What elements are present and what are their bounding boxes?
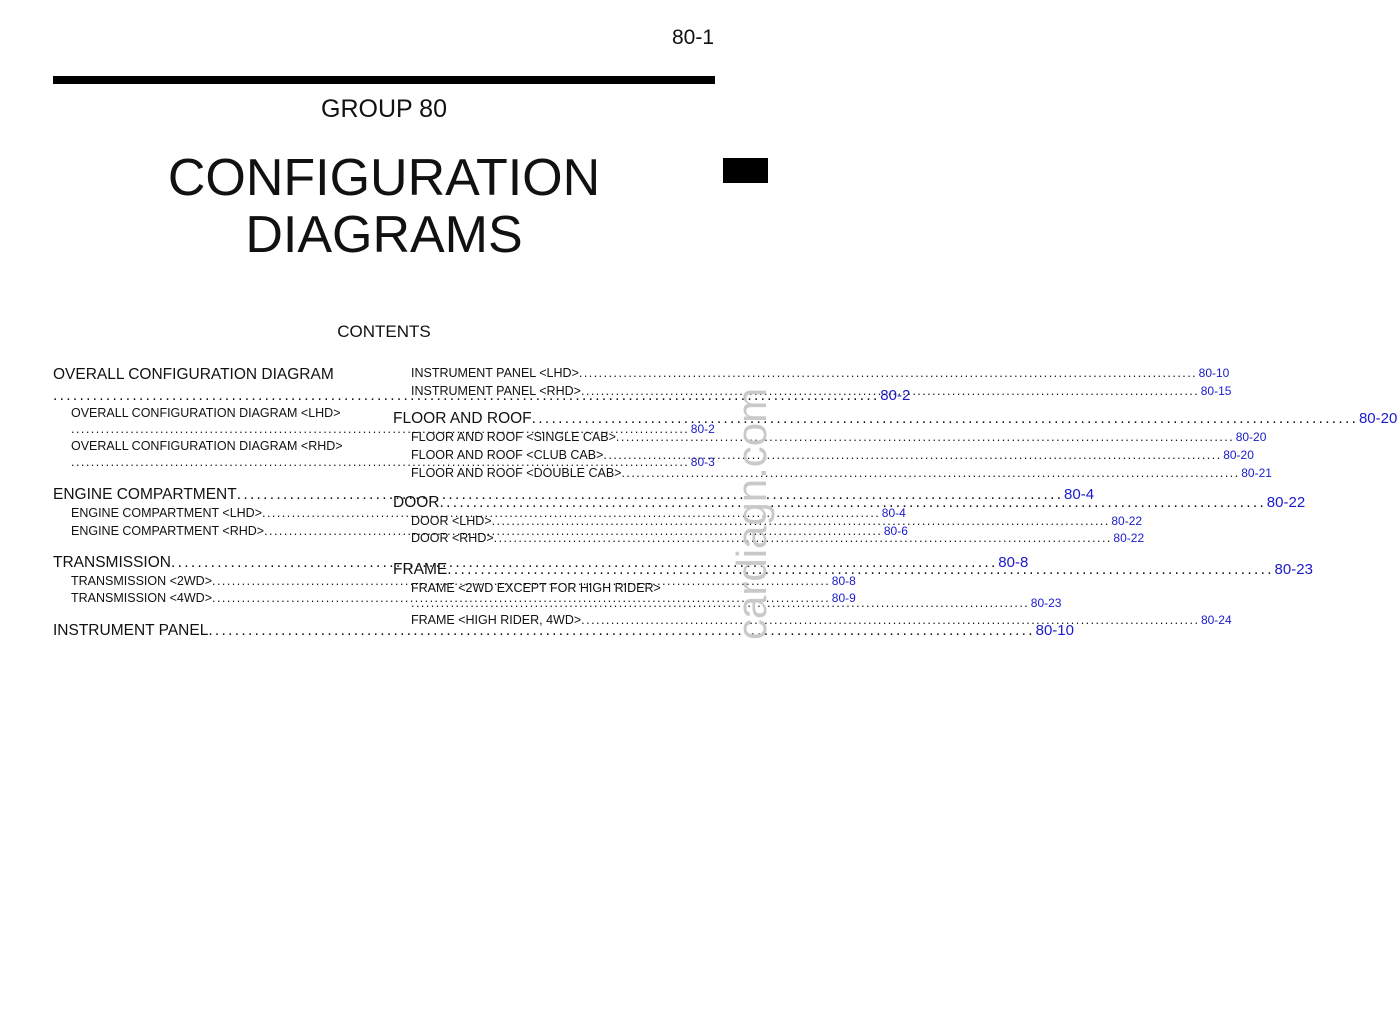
toc-page-link[interactable]: 80-21 <box>1241 466 1272 480</box>
toc-leader-dots <box>621 466 1237 480</box>
toc-leader-dots <box>447 561 1270 579</box>
toc-subentry-title: DOOR <RHD> <box>411 531 494 545</box>
page-title <box>0 150 768 264</box>
toc-page-link[interactable]: 80-23 <box>1030 596 1062 610</box>
toc-page-link[interactable]: 80-20 <box>1235 430 1267 444</box>
toc-subentry-title: ENGINE COMPARTMENT <LHD> <box>71 506 263 520</box>
contents-heading: CONTENTS <box>337 322 431 341</box>
toc-leader-dots <box>492 514 1108 528</box>
toc-subentry-title: INSTRUMENT PANEL <LHD> <box>411 366 579 380</box>
toc-leader-dots <box>440 494 1263 512</box>
toc-page-link[interactable]: 80-15 <box>1200 384 1232 398</box>
toc-leader-dots <box>603 448 1219 462</box>
toc-entry-title-text: OVERALL CONFIGURATION DIAGRAM <box>53 366 334 383</box>
toc-page-link[interactable]: 80-2 <box>690 422 715 436</box>
toc-page-link[interactable]: 80-6 <box>883 524 908 538</box>
toc-subentry-title: OVERALL CONFIGURATION DIAGRAM <RHD> <box>71 439 343 453</box>
toc-entry[interactable] <box>393 410 1397 428</box>
toc-leader-dots <box>494 531 1110 545</box>
toc-subentry-title: DOOR <LHD> <box>411 514 492 528</box>
toc-leader-dots <box>581 384 1197 398</box>
toc-subentry-title: TRANSMISSION <4WD> <box>71 591 212 605</box>
toc-subentry-title: ENGINE COMPARTMENT <RHD> <box>71 524 265 538</box>
toc-page-link[interactable]: 80-10 <box>1198 366 1230 380</box>
toc-entry-title: FRAME <box>393 561 448 578</box>
title-line-1: CONFIGURATION <box>167 149 601 207</box>
toc-subentry[interactable] <box>393 430 1267 444</box>
toc-subentry[interactable] <box>53 506 906 520</box>
toc-page-link[interactable]: 80-20 <box>1223 448 1254 462</box>
toc-page-link[interactable]: 80-22 <box>1111 514 1143 528</box>
toc-subentry-title: TRANSMISSION <2WD> <box>71 574 212 588</box>
toc-entry-title <box>53 366 370 384</box>
toc-subentry-title: FLOOR AND ROOF <DOUBLE CAB> <box>411 466 622 480</box>
toc-page-link[interactable]: 80-3 <box>690 455 715 469</box>
watermark: cardiagn.com <box>728 387 775 640</box>
toc-subentry[interactable] <box>393 466 1272 480</box>
toc-entry-title: TRANSMISSION <box>53 554 171 571</box>
toc-page-link[interactable]: 80-22 <box>1266 494 1306 511</box>
toc-page-link[interactable]: 80-24 <box>1200 613 1232 627</box>
toc-subentry[interactable] <box>393 514 1143 528</box>
toc-leader-dots <box>581 613 1197 627</box>
toc-leader-dots <box>532 410 1355 428</box>
page-number: 80-1 <box>671 26 714 49</box>
toc-entry-title: FLOOR AND ROOF <box>393 410 532 427</box>
toc-page-link[interactable]: 80-10 <box>1035 622 1074 639</box>
toc-subentry[interactable] <box>393 366 1230 380</box>
title-line-2: DIAGRAMS <box>245 206 523 264</box>
toc-page-link[interactable]: 80-22 <box>1113 531 1145 545</box>
toc-entry-title: ENGINE COMPARTMENT <box>53 486 237 503</box>
toc-subentry[interactable] <box>393 613 1232 627</box>
toc-page-link[interactable]: 80-23 <box>1274 561 1313 578</box>
toc-page-link[interactable]: 80-20 <box>1358 410 1397 427</box>
toc-entry[interactable] <box>53 622 1074 640</box>
toc-leader-dots <box>579 366 1195 380</box>
toc-subentry-title: FRAME <HIGH RIDER, 4WD> <box>411 613 582 627</box>
toc-subentry-title: FLOOR AND ROOF <CLUB CAB> <box>411 448 604 462</box>
header-rule <box>53 76 715 84</box>
toc-subentry-title: FLOOR AND ROOF <SINGLE CAB> <box>411 430 616 444</box>
toc-entry-title: INSTRUMENT PANEL <box>53 622 209 639</box>
toc-page-link[interactable]: 80-8 <box>831 574 856 588</box>
toc-subentry-title: OVERALL CONFIGURATION DIAGRAM <LHD> <box>71 406 341 420</box>
toc-subentry[interactable] <box>53 591 856 605</box>
toc-subentry-title: FRAME <2WD EXCEPT FOR HIGH RIDER> <box>411 581 661 595</box>
toc-page-link[interactable]: 80-2 <box>880 387 911 404</box>
group-label: GROUP 80 <box>321 95 447 123</box>
toc-page-link[interactable]: 80-9 <box>831 591 856 605</box>
toc-entry-title: DOOR <box>393 494 440 511</box>
toc-subentry-title: INSTRUMENT PANEL <RHD> <box>411 384 581 398</box>
toc-leader-dots <box>616 430 1232 444</box>
toc-page-link[interactable]: 80-4 <box>1064 486 1095 503</box>
toc-page-link[interactable]: 80-8 <box>998 554 1029 571</box>
toc-page-link[interactable]: 80-4 <box>881 506 906 520</box>
toc-leader-dots <box>411 596 1027 610</box>
